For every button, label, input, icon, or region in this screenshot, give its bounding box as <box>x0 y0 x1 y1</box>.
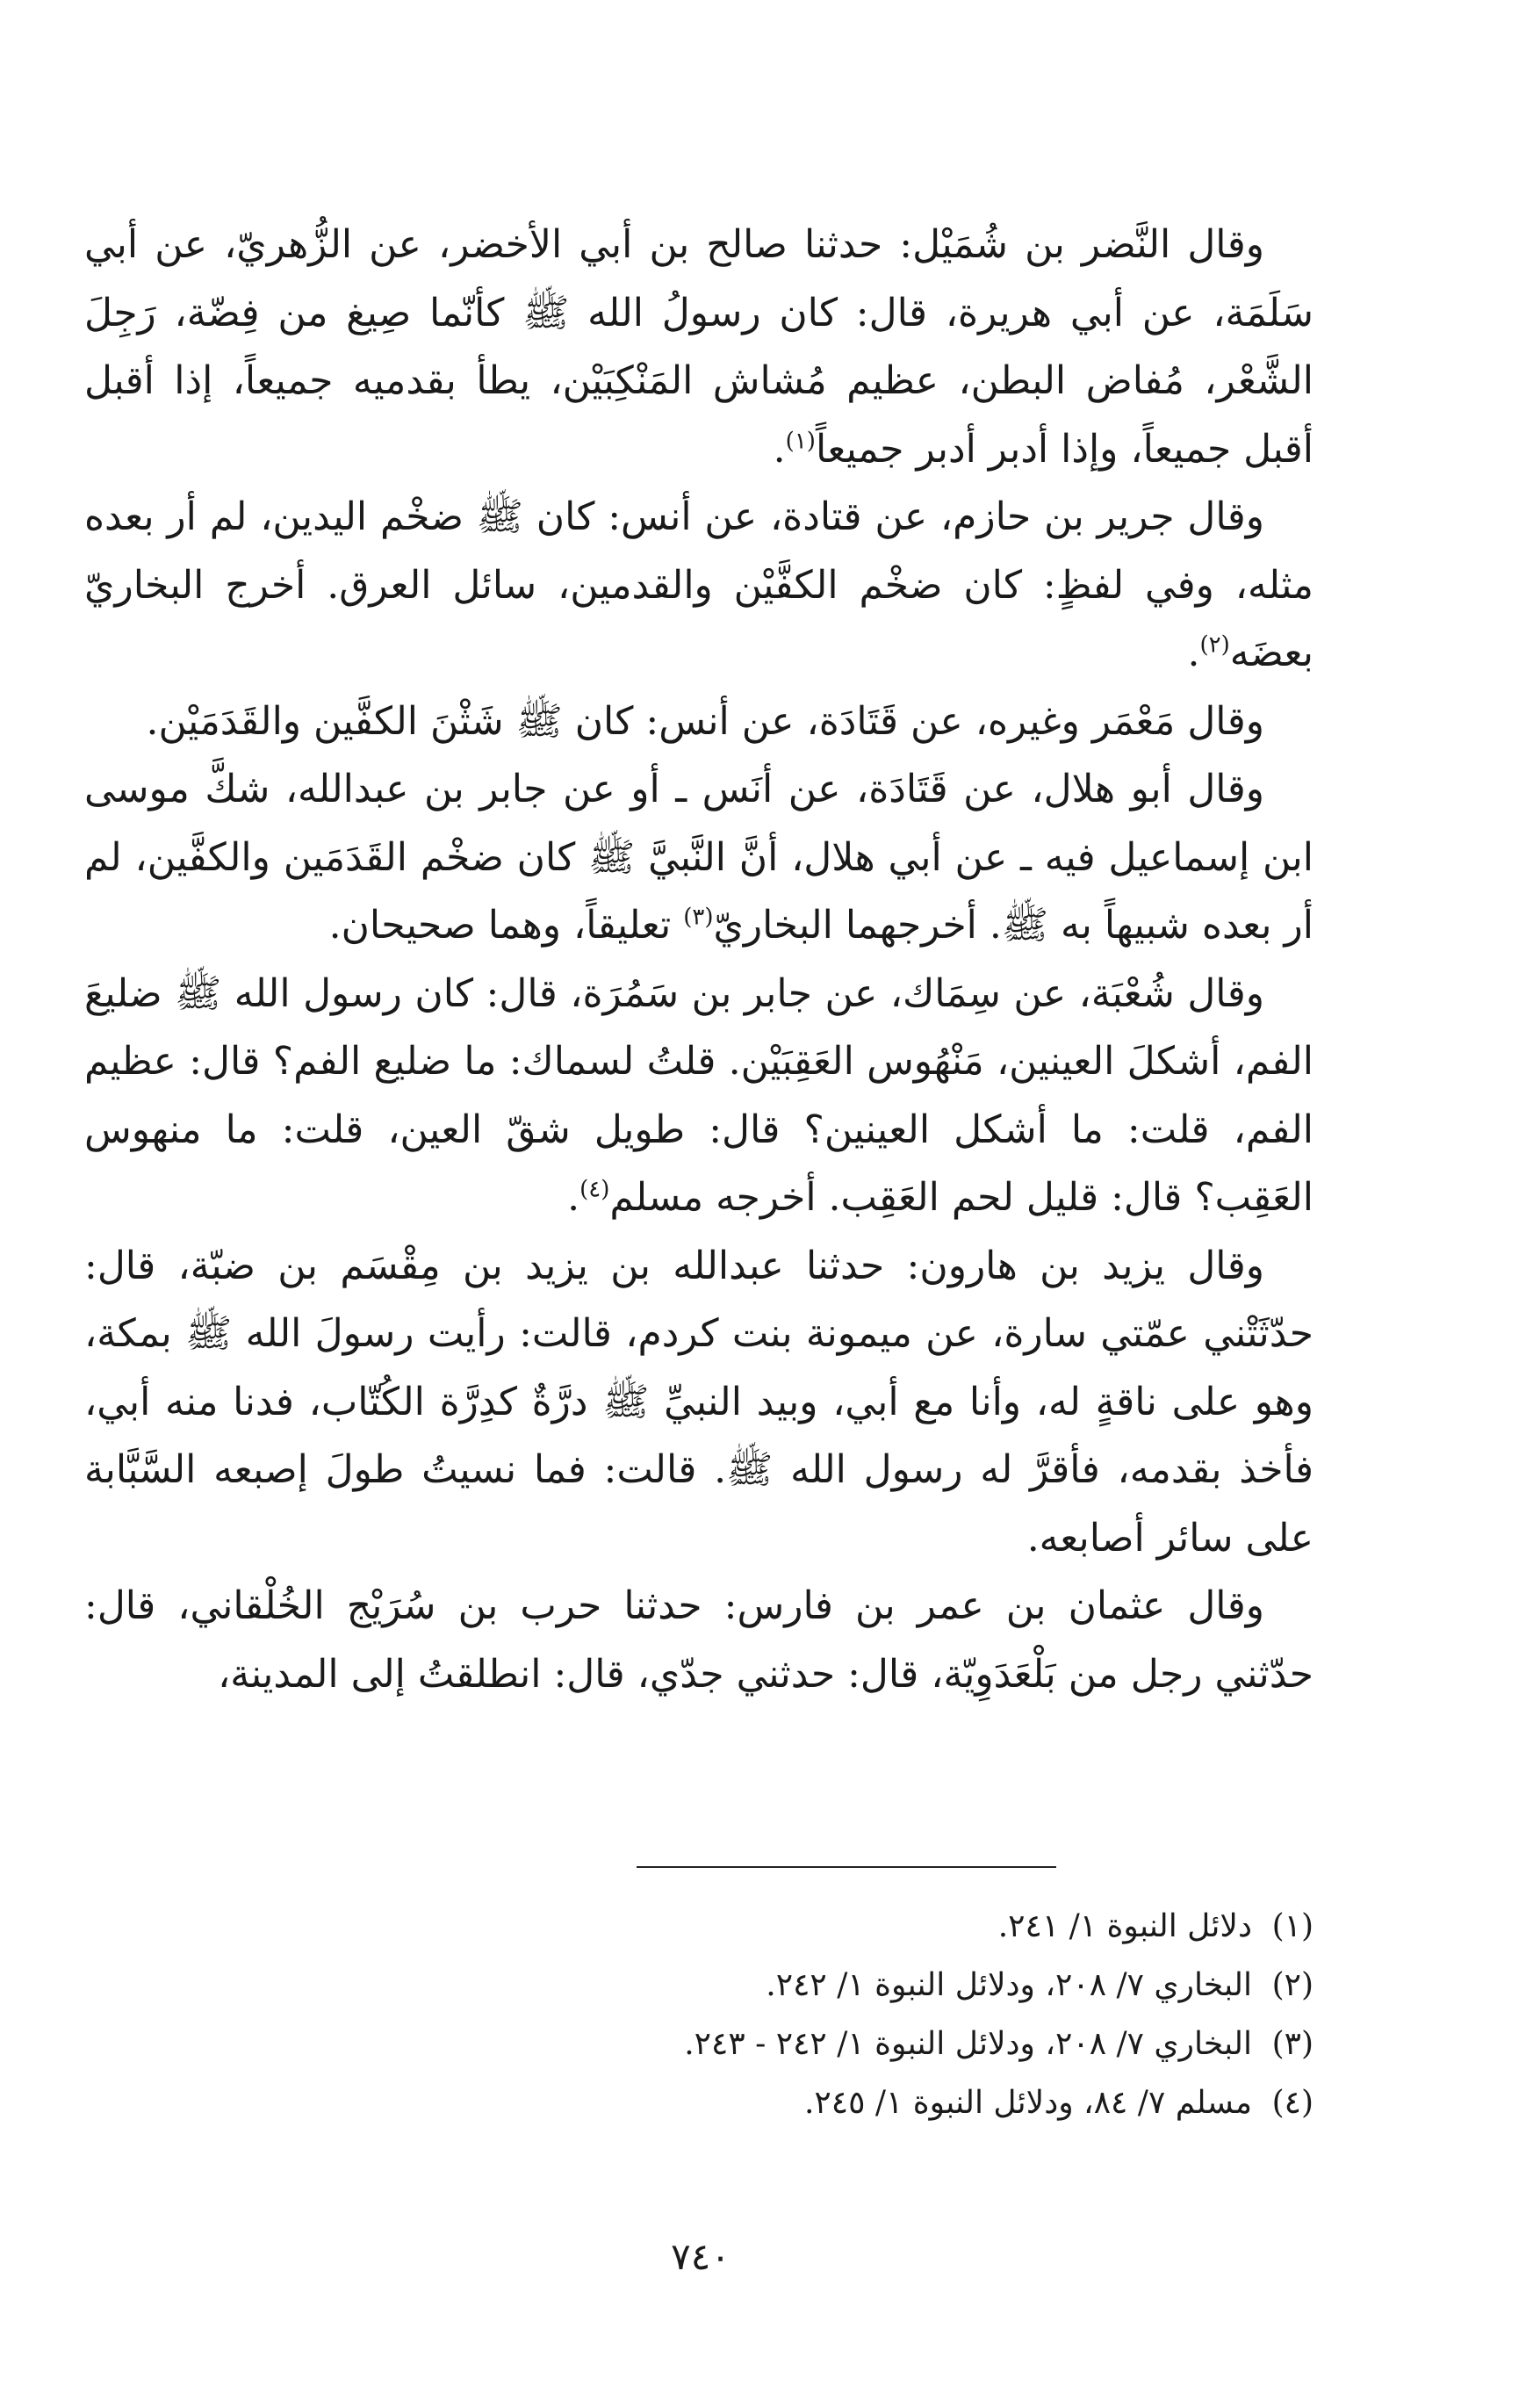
footnote-ref-3[interactable]: (٣) <box>683 904 714 931</box>
main-text <box>84 211 1313 1708</box>
footnote-2 <box>84 1956 1313 2015</box>
footnote-number: (٣) <box>1271 2026 1313 2062</box>
paragraph-2: وقال جرير بن حازم، عن قتادة، عن أنس: كان ﷺ ضخْم اليدين، لم أر بعده مثله، وفي لفظٍ: كان ضخْم الكفَّيْن والقدمين، سائل العرق. أخرج البخاريّ بعضَه$^{(٢)}$. <box>84 494 1313 675</box>
footnote-ref-2[interactable]: (٢) <box>1199 631 1230 659</box>
footnote-text: دلائل النبوة ١/ ٢٤١. <box>997 1908 1252 1944</box>
footnote-ref-1[interactable]: (١) <box>785 427 816 454</box>
footnote-text: مسلم ٧/ ٨٤، ودلائل النبوة ١/ ٢٤٥. <box>803 2085 1252 2121</box>
paragraph-1: وقال النَّضر بن شُمَيْل: حدثنا صالح بن أبي الأخضر، عن الزُّهريّ، عن أبي سَلَمَة، عن أبي هريرة، قال: كان رسولُ الله ﷺ كأنّما صِيغ من فِضّة، رَجِلَ الشَّعْر، مُفاض البطن، عظيم مُشاش المَنْكِبَيْن، يطأ بقدميه جميعاً، إذا أقبل أقبل جميعاً، وإذا أدبر أدبر جميعاً$^{(١)}$. <box>84 222 1313 472</box>
footnote-text: البخاري ٧/ ٢٠٨، ودلائل النبوة ١/ ٢٤٢. <box>766 1967 1252 2003</box>
footnote-1 <box>84 1897 1313 1956</box>
footnote-ref-4[interactable]: (٤) <box>579 1176 610 1203</box>
footnote-divider <box>637 1866 1056 1868</box>
paragraph-7: وقال عثمان بن عمر بن فارس: حدثنا حرب بن سُرَيْج الخُلْقاني، قال: حدّثني رجل من بَلْعَدَوِيّة، قال: حدثني جدّي، قال: انطلقتُ إلى المدينة، <box>84 1583 1313 1697</box>
paragraph-3: وقال مَعْمَر وغيره، عن قَتَادَة، عن أنس: كان ﷺ شَثْنَ الكفَّين والقَدَمَيْن. <box>146 698 1264 744</box>
footnote-3 <box>84 2015 1313 2073</box>
footnote-number: (٤) <box>1271 2085 1313 2121</box>
page-number: ٧٤٠ <box>671 2235 731 2278</box>
paragraph-4: وقال أبو هلال، عن قَتَادَة، عن أنَس ـ أو عن جابر بن عبدالله، شكَّ موسى ابن إسماعيل فيه ـ عن أبي هلال، أنَّ النَّبيَّ ﷺ كان ضخْم القَدَمَين والكفَّين، لم أر بعده شبيهاً به ﷺ. أخرجهما البخاريّ$^{(٣)}$ تعليقاً، وهما صحيحان. <box>84 767 1313 948</box>
paragraph-6: وقال يزيد بن هارون: حدثنا عبدالله بن يزيد بن مِقْسَم بن ضبّة، قال: حدّثَتْني عمّتي سارة، عن ميمونة بنت كردم، قالت: رأيت رسولَ الله ﷺ بمكة، وهو على ناقةٍ له، وأنا مع أبي، وبيد النبيِّ ﷺ درَّةٌ كدِرَّة الكُتّاب، فدنا منه أبي، فأخذ بقدمه، فأقرَّ له رسول الله ﷺ. قالت: فما نسيتُ طولَ إصبعه السَّبَّابة على سائر أصابعه. <box>84 1243 1313 1561</box>
footnote-4 <box>84 2073 1313 2132</box>
footnote-text: البخاري ٧/ ٢٠٨، ودلائل النبوة ١/ ٢٤٢ - ٢٤٣. <box>684 2026 1252 2062</box>
footnotes <box>84 1897 1313 2132</box>
paragraph-5: وقال شُعْبَة، عن سِمَاك، عن جابر بن سَمُرَة، قال: كان رسول الله ﷺ ضليعَ الفم، أشكلَ العينين، مَنْهُوس العَقِبَيْن. قلتُ لسماك: ما ضليع الفم؟ قال: عظيم الفم، قلت: ما أشكل العينين؟ قال: طويل شقّ العين، قلت: ما منهوس العَقِب؟ قال: قليل لحم العَقِب. أخرجه مسلم$^{(٤)}$. <box>84 970 1313 1220</box>
footnote-number: (١) <box>1271 1908 1313 1944</box>
footnote-number: (٢) <box>1271 1967 1313 2003</box>
